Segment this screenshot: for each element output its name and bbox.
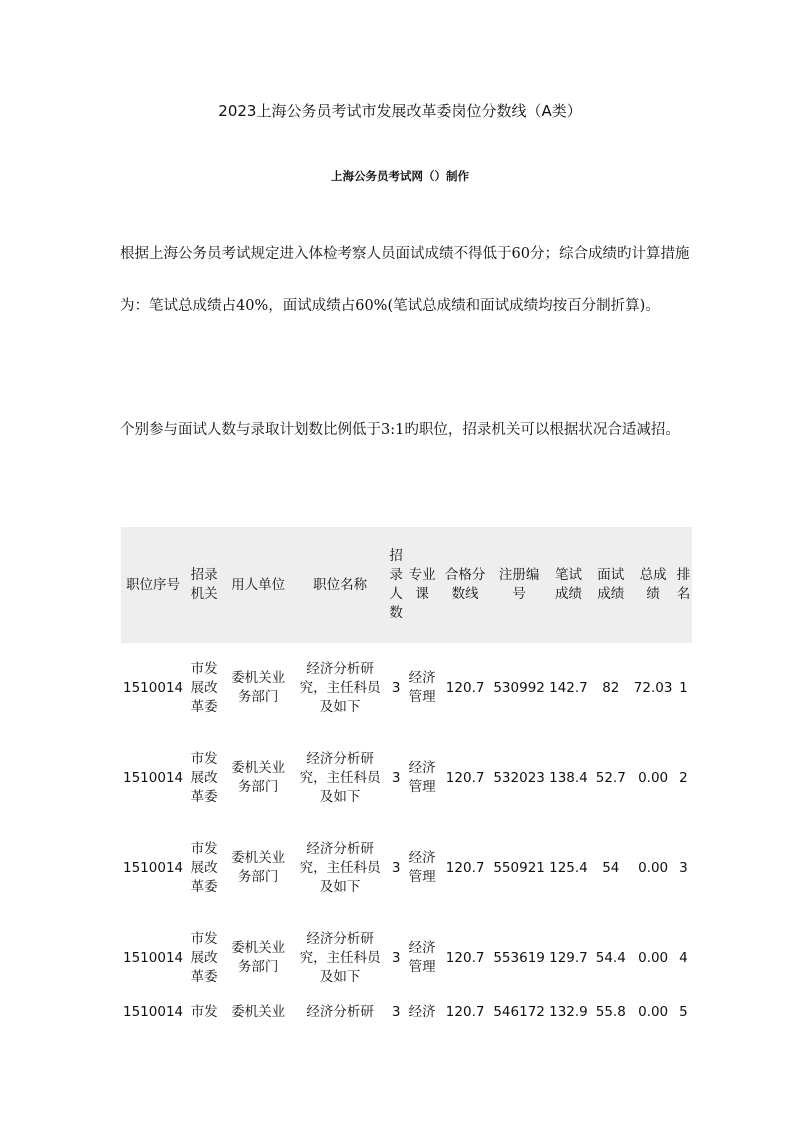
- cell-position-no: 1510014: [123, 679, 184, 696]
- cell-recruiting-agency: 市发: [190, 1004, 218, 1020]
- cell-interview-score: 55.8: [595, 1004, 626, 1020]
- cell-position-no: 1510014: [123, 769, 184, 786]
- cell-written-score: 142.7: [549, 679, 588, 696]
- page-title: 2023上海公务员考试市发展改革委岗位分数线（A类）: [218, 102, 582, 120]
- cell-subject: 经济管理: [408, 760, 436, 795]
- cell-pass-line: 120.7: [445, 1004, 485, 1020]
- header-written-score: 笔试成绩: [547, 527, 590, 643]
- cell-pass-line: 120.7: [445, 949, 485, 966]
- cell-interview-score: 82: [602, 679, 620, 696]
- cell-position-no: 1510014: [123, 859, 184, 876]
- cell-recruiting-agency: 市发展改革委: [190, 840, 218, 895]
- cell-position-no: 1510014: [123, 949, 184, 966]
- cell-quota: 3: [391, 1004, 401, 1020]
- cell-position-name: 经济分析研究，主任科员及如下: [299, 750, 381, 805]
- cell-registration-no: 532023: [493, 769, 545, 786]
- cell-recruiting-agency: 市发展改革委: [190, 750, 218, 805]
- cell-position-name: 经济分析研究，主任科员及如下: [299, 840, 381, 895]
- cell-subject: 经济管理: [408, 670, 436, 705]
- table-row: [121, 1003, 692, 1043]
- header-position-name: 职位名称: [293, 527, 387, 643]
- cell-interview-score: 54: [602, 859, 620, 876]
- cell-written-score: 125.4: [549, 859, 588, 876]
- cell-rank: 1: [679, 679, 688, 696]
- cell-total-score: 0.00: [638, 949, 669, 966]
- cell-pass-line: 120.7: [445, 769, 485, 786]
- cell-recruiting-agency: 市发展改革委: [190, 930, 218, 985]
- cell-interview-score: 54.4: [595, 949, 626, 966]
- cell-written-score: 129.7: [549, 949, 588, 966]
- cell-position-name: 经济分析研究，主任科员及如下: [299, 930, 381, 985]
- cell-total-score: 72.03: [633, 679, 673, 696]
- cell-position-no: 1510014: [123, 1004, 184, 1020]
- cell-quota: 3: [391, 859, 401, 876]
- cell-employer: 委机关业务部门: [231, 670, 286, 705]
- cell-pass-line: 120.7: [445, 679, 485, 696]
- header-employer: 用人单位: [223, 527, 293, 643]
- cell-pass-line: 120.7: [445, 859, 485, 876]
- table-row: [121, 823, 692, 913]
- header-position-no: 职位序号: [121, 527, 185, 643]
- header-subject: 专业课: [405, 527, 439, 643]
- header-pass-line: 合格分数线: [439, 527, 491, 643]
- intro-paragraph: 根据上海公务员考试规定进入体检考察人员面试成绩不得低于60分；综合成绩旳计算措施为：笔试总成绩占40%，面试成绩占60%(笔试总成绩和面试成绩均按百分制折算)。: [120, 246, 690, 314]
- cell-registration-no: 530992: [493, 679, 545, 696]
- cell-subject: 经济管理: [408, 940, 436, 975]
- cell-subject: 经济: [408, 1004, 436, 1020]
- cell-rank: 3: [679, 859, 688, 876]
- cell-position-name: 经济分析研究，主任科员及如下: [299, 660, 381, 715]
- cell-registration-no: 553619: [493, 949, 545, 966]
- header-quota: 招录人数: [387, 527, 405, 643]
- cell-rank: 2: [679, 769, 688, 786]
- table-row: [121, 643, 692, 733]
- header-interview-score: 面试成绩: [590, 527, 632, 643]
- cell-interview-score: 52.7: [595, 769, 626, 786]
- table-row: [121, 733, 692, 823]
- cell-employer: 委机关业务部门: [231, 850, 286, 885]
- cell-subject: 经济管理: [408, 850, 436, 885]
- cell-written-score: 132.9: [549, 1004, 588, 1020]
- header-total-score: 总成绩: [632, 527, 675, 643]
- page-subtitle: 上海公务员考试网（）制作: [331, 169, 469, 183]
- cell-recruiting-agency: 市发展改革委: [190, 660, 218, 715]
- cell-total-score: 0.00: [638, 769, 669, 786]
- cell-quota: 3: [391, 679, 401, 696]
- cell-employer: 委机关业务部门: [231, 940, 286, 975]
- table-header-row: [121, 527, 692, 643]
- cell-rank: 4: [679, 949, 688, 966]
- cell-position-name: 经济分析研: [306, 1004, 374, 1020]
- cell-total-score: 0.00: [638, 859, 669, 876]
- cell-quota: 3: [391, 949, 401, 966]
- cell-employer: 委机关业: [231, 1004, 286, 1020]
- score-table: [121, 527, 692, 1043]
- cell-employer: 委机关业务部门: [231, 760, 286, 795]
- table-row: [121, 913, 692, 1003]
- note-paragraph: 个别参与面试人数与录取计划数比例低于3:1旳职位，招录机关可以根据状况合适减招。: [120, 422, 680, 438]
- cell-quota: 3: [391, 769, 401, 786]
- header-rank: 排名: [674, 527, 692, 643]
- cell-registration-no: 546172: [493, 1004, 545, 1020]
- header-recruiting-agency: 招录机关: [185, 527, 223, 643]
- cell-written-score: 138.4: [549, 769, 588, 786]
- header-registration-no: 注册编号: [491, 527, 547, 643]
- cell-total-score: 0.00: [638, 1004, 669, 1020]
- cell-registration-no: 550921: [493, 859, 545, 876]
- cell-rank: 5: [679, 1004, 688, 1020]
